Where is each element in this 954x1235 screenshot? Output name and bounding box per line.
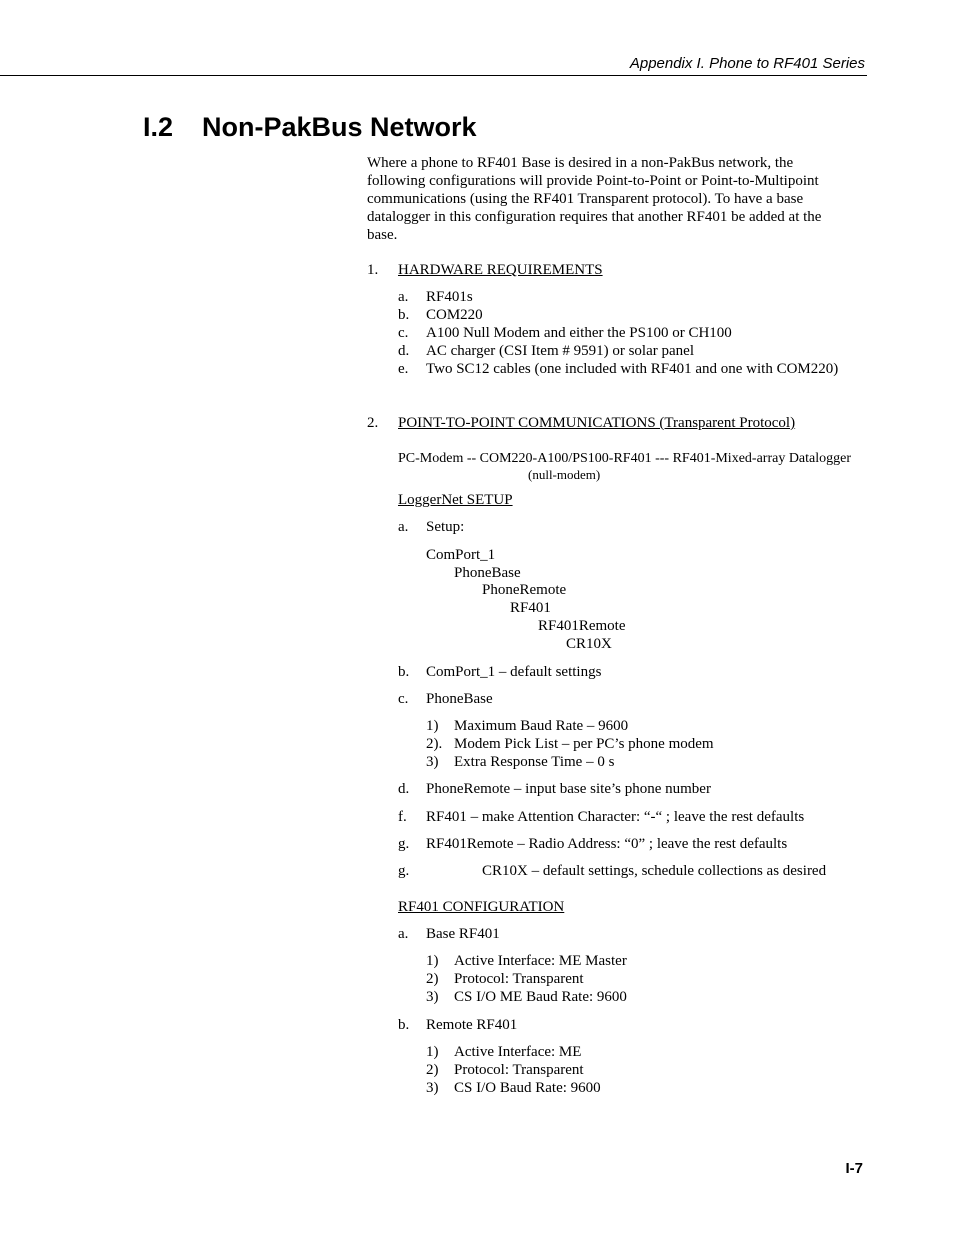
config-item: Remote RF401: [426, 1017, 518, 1033]
running-header: Appendix I. Phone to RF401 Series: [629, 55, 865, 72]
setup-label: Setup:: [426, 519, 465, 535]
remote-config-item: Active Interface: ME: [454, 1044, 582, 1060]
list-marker: 2).: [426, 736, 443, 752]
setup-item: PhoneBase: [426, 691, 493, 707]
phonebase-item: Modem Pick List – per PC’s phone modem: [454, 736, 714, 752]
setup-item: CR10X – default settings, schedule collections as desired: [482, 863, 827, 879]
section2-number: 2.: [367, 415, 379, 431]
remote-config-item: CS I/O Baud Rate: 9600: [454, 1080, 601, 1096]
list-marker: g.: [398, 863, 410, 879]
section1-number: 1.: [367, 262, 379, 278]
list-marker: 3): [426, 754, 439, 770]
tree-node: RF401Remote: [538, 618, 626, 634]
connection-diagram-note: (null-modem): [528, 467, 601, 482]
list-marker: c.: [398, 691, 409, 707]
list-marker: 3): [426, 1080, 439, 1096]
list-marker: g.: [398, 836, 410, 852]
phonebase-item: Maximum Baud Rate – 9600: [454, 718, 629, 734]
section-number: I.2: [143, 112, 174, 142]
list-marker: b.: [398, 1017, 410, 1033]
config-item: Base RF401: [426, 926, 500, 942]
list-marker: b.: [398, 664, 410, 680]
connection-diagram: PC-Modem -- COM220-A100/PS100-RF401 --- RF401-Mixed-array Datalogger: [398, 451, 852, 466]
intro-paragraph: [367, 154, 857, 244]
list-marker: 3): [426, 989, 439, 1005]
base-config-item: Active Interface: ME Master: [454, 953, 627, 969]
rf401-config-heading: RF401 CONFIGURATION: [398, 899, 565, 915]
list-marker: e.: [398, 361, 409, 377]
hardware-item: AC charger (CSI Item # 9591) or solar panel: [426, 343, 694, 359]
hardware-item: A100 Null Modem and either the PS100 or CH100: [426, 325, 732, 341]
header-rule: [0, 75, 867, 76]
tree-node: CR10X: [566, 636, 612, 652]
tree-node: ComPort_1: [426, 547, 496, 563]
hardware-item: RF401s: [426, 289, 473, 305]
hardware-item: COM220: [426, 307, 483, 323]
list-marker: a.: [398, 926, 409, 942]
intro-line: base.: [367, 227, 398, 243]
tree-node: PhoneRemote: [482, 582, 567, 598]
phonebase-item: Extra Response Time – 0 s: [454, 754, 615, 770]
intro-line: datalogger in this configuration requires that another RF401 be added at the: [367, 209, 822, 225]
section-title: Non-PakBus Network: [202, 112, 477, 142]
list-marker: f.: [398, 809, 407, 825]
setup-item: ComPort_1 – default settings: [426, 664, 602, 680]
base-config-item: Protocol: Transparent: [454, 971, 584, 987]
tree-node: RF401: [510, 600, 551, 616]
remote-config-item: Protocol: Transparent: [454, 1062, 584, 1078]
page-number: I-7: [845, 1160, 863, 1177]
list-marker: d.: [398, 781, 410, 797]
list-marker: 1): [426, 718, 439, 734]
list-marker: a.: [398, 289, 409, 305]
list-marker: 1): [426, 953, 439, 969]
list-marker: b.: [398, 307, 410, 323]
intro-line: following configurations will provide Point-to-Point or Point-to-Multipoint: [367, 173, 819, 189]
tree-node: PhoneBase: [454, 565, 521, 581]
setup-item: PhoneRemote – input base site’s phone number: [426, 781, 711, 797]
list-marker: 2): [426, 971, 439, 987]
intro-line: communications (using the RF401 Transparent protocol). To have a base: [367, 191, 804, 207]
list-marker: d.: [398, 343, 410, 359]
intro-line: Where a phone to RF401 Base is desired in a non-PakBus network, the: [367, 155, 794, 171]
setup-item: RF401 – make Attention Character: “-“ ; leave the rest defaults: [426, 809, 805, 825]
section2-heading: POINT-TO-POINT COMMUNICATIONS (Transparent Protocol): [398, 415, 796, 431]
list-marker: 1): [426, 1044, 439, 1060]
section1-heading: HARDWARE REQUIREMENTS: [398, 262, 603, 278]
list-marker: c.: [398, 325, 409, 341]
hardware-item: Two SC12 cables (one included with RF401 and one with COM220): [426, 361, 839, 377]
loggernet-setup-heading: LoggerNet SETUP: [398, 492, 513, 508]
setup-item: RF401Remote – Radio Address: “0” ; leave the rest defaults: [426, 836, 788, 852]
list-marker: 2): [426, 1062, 439, 1078]
list-marker: a.: [398, 519, 409, 535]
base-config-item: CS I/O ME Baud Rate: 9600: [454, 989, 627, 1005]
